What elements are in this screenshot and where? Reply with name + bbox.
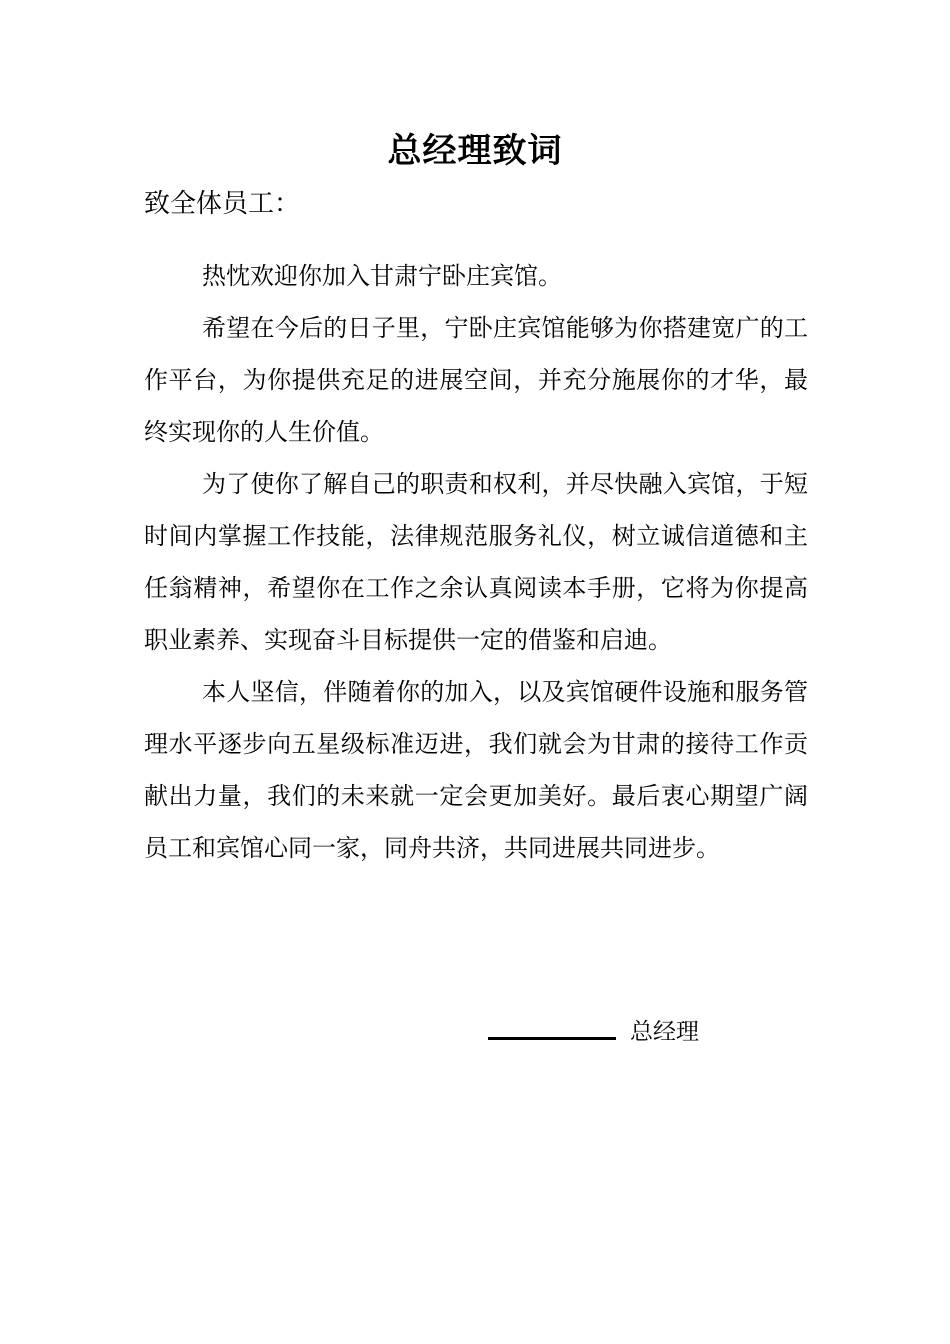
signature-block	[488, 1012, 699, 1052]
salutation: 致全体员工：	[144, 189, 301, 219]
document-title: 总经理致词	[387, 131, 563, 171]
signature-line	[488, 1037, 616, 1040]
paragraph-handbook: 为了使你了解自己的职责和权利，并尽快融入宾馆，于短时间内掌握工作技能，法律规范服务礼仪，树立诚信道德和主任翁精神，希望你在工作之余认真阅读本手册，它将为你提高职业素养、实现奋斗目标提供一定的借鉴和启迪。	[144, 470, 808, 654]
letter-body	[144, 250, 808, 874]
paragraph-hope: 希望在今后的日子里，宁卧庄宾馆能够为你搭建宽广的工作平台，为你提供充足的进展空间，并充分施展你的才华，最终实现你的人生价值。	[144, 314, 808, 446]
paragraph-welcome: 热忱欢迎你加入甘肃宁卧庄宾馆。	[202, 262, 562, 290]
signature-title: 总经理	[630, 1019, 699, 1045]
paragraph-closing: 本人坚信，伴随着你的加入，以及宾馆硬件设施和服务管理水平逐步向五星级标准迈进，我们就会为甘肃的接待工作贡献出力量，我们的未来就一定会更加美好。最后衷心期望广阔员工和宾馆心同一家，同舟共济，共同进展共同进步。	[144, 678, 808, 862]
